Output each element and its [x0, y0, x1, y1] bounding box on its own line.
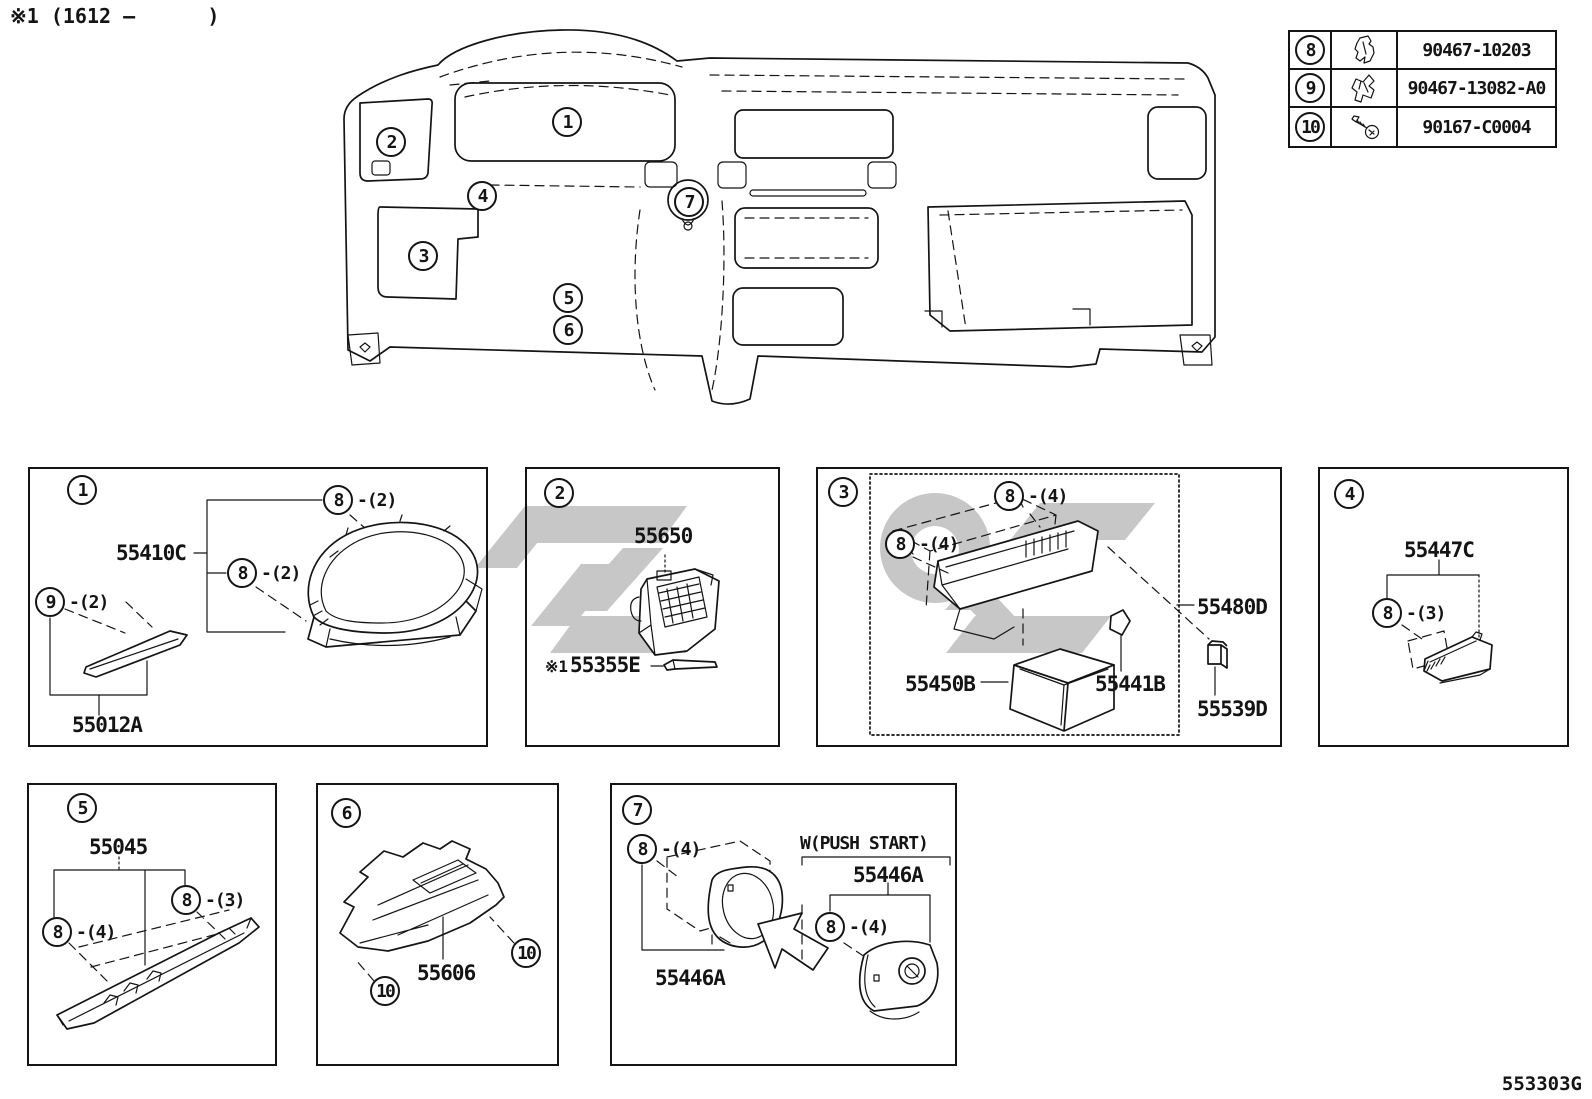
- part-number-label[interactable]: 55441B: [1095, 672, 1165, 696]
- dashboard-callout-4[interactable]: 4: [467, 181, 497, 211]
- callout-8[interactable]: 8: [227, 558, 257, 588]
- callout-qty: -(4): [76, 922, 116, 943]
- fastener-row-num[interactable]: 8: [1290, 32, 1332, 70]
- part-number-label[interactable]: 55447C: [1404, 538, 1474, 562]
- fastener-part-number[interactable]: 90467-10203: [1398, 32, 1555, 70]
- clip-icon: [1332, 32, 1398, 70]
- callout-8[interactable]: 8: [323, 485, 353, 515]
- fastener-row-num[interactable]: 9: [1290, 70, 1332, 108]
- fastener-table: [1288, 30, 1557, 148]
- callout-qty: -(4): [849, 917, 889, 938]
- detail-box-2: [525, 467, 780, 747]
- detail-box-6: [316, 783, 559, 1066]
- callout-8[interactable]: 8: [815, 912, 845, 942]
- variant-note: W(PUSH START): [800, 833, 928, 854]
- callout-qty: -(3): [205, 890, 245, 911]
- box-number: 6: [331, 798, 361, 828]
- detail-box-4: [1318, 467, 1569, 747]
- callout-8[interactable]: 8: [1372, 598, 1402, 628]
- callout-8[interactable]: 8: [171, 885, 201, 915]
- callout-qty: -(4): [919, 534, 959, 555]
- detail-box-7: [610, 783, 957, 1066]
- box2-drawing: [527, 469, 778, 745]
- callout-qty: -(2): [69, 592, 109, 613]
- detail-box-1: [28, 467, 488, 747]
- detail-box-5: [27, 783, 277, 1066]
- callout-8[interactable]: 8: [994, 481, 1024, 511]
- instrument-panel-drawing: [330, 15, 1220, 415]
- part-number-label[interactable]: 55410C: [116, 541, 186, 565]
- callout-8[interactable]: 8: [42, 917, 72, 947]
- callout-10[interactable]: 10: [370, 976, 400, 1006]
- dashboard-callout-1[interactable]: 1: [552, 107, 582, 137]
- dashboard-callout-6[interactable]: 6: [553, 315, 583, 345]
- callout-8[interactable]: 8: [885, 529, 915, 559]
- part-number-label[interactable]: 55450B: [905, 672, 975, 696]
- box-number: 2: [544, 478, 574, 508]
- box-number: 5: [67, 793, 97, 823]
- diagram-code: 553303G: [1501, 1073, 1582, 1095]
- callout-8[interactable]: 8: [627, 834, 657, 864]
- callout-qty: -(2): [261, 563, 301, 584]
- detail-box-3: [816, 467, 1282, 747]
- callout-10[interactable]: 10: [511, 938, 541, 968]
- dashboard-callout-5[interactable]: 5: [553, 283, 583, 313]
- callout-qty: -(4): [661, 839, 701, 860]
- box-number: 4: [1334, 479, 1364, 509]
- note-ref: ※1: [545, 657, 569, 676]
- applicability-note: ※1 (1612 – ): [10, 4, 220, 28]
- clip-icon: [1332, 70, 1398, 108]
- fastener-part-number[interactable]: 90467-13082-A0: [1398, 70, 1555, 108]
- callout-qty: -(2): [357, 490, 397, 511]
- box7-drawing: [612, 785, 955, 1064]
- part-number-label[interactable]: 55045: [89, 835, 148, 859]
- part-number-label[interactable]: 55606: [417, 961, 476, 985]
- part-number-label[interactable]: 55480D: [1197, 595, 1267, 619]
- box-number: 3: [828, 477, 858, 507]
- part-number-label[interactable]: 55539D: [1197, 697, 1267, 721]
- callout-9[interactable]: 9: [35, 587, 65, 617]
- part-number-label[interactable]: 55446A: [655, 966, 725, 990]
- screw-icon: [1332, 108, 1398, 146]
- dashboard-callout-3[interactable]: 3: [408, 241, 438, 271]
- box-number: 7: [622, 795, 652, 825]
- box-number: 1: [67, 475, 97, 505]
- box6-drawing: [318, 785, 557, 1064]
- part-number-label[interactable]: 55446A: [853, 863, 923, 887]
- part-number-label[interactable]: 55650: [634, 524, 693, 548]
- callout-qty: -(4): [1028, 486, 1068, 507]
- part-number-label[interactable]: 55012A: [72, 713, 142, 737]
- fastener-row-num[interactable]: 10: [1290, 108, 1332, 146]
- dashboard-callout-7[interactable]: 7: [674, 187, 704, 217]
- dashboard-callout-2[interactable]: 2: [376, 127, 406, 157]
- part-number-label[interactable]: ※1 55355E: [545, 653, 640, 677]
- callout-qty: -(3): [1406, 603, 1446, 624]
- fastener-part-number[interactable]: 90167-C0004: [1422, 116, 1531, 138]
